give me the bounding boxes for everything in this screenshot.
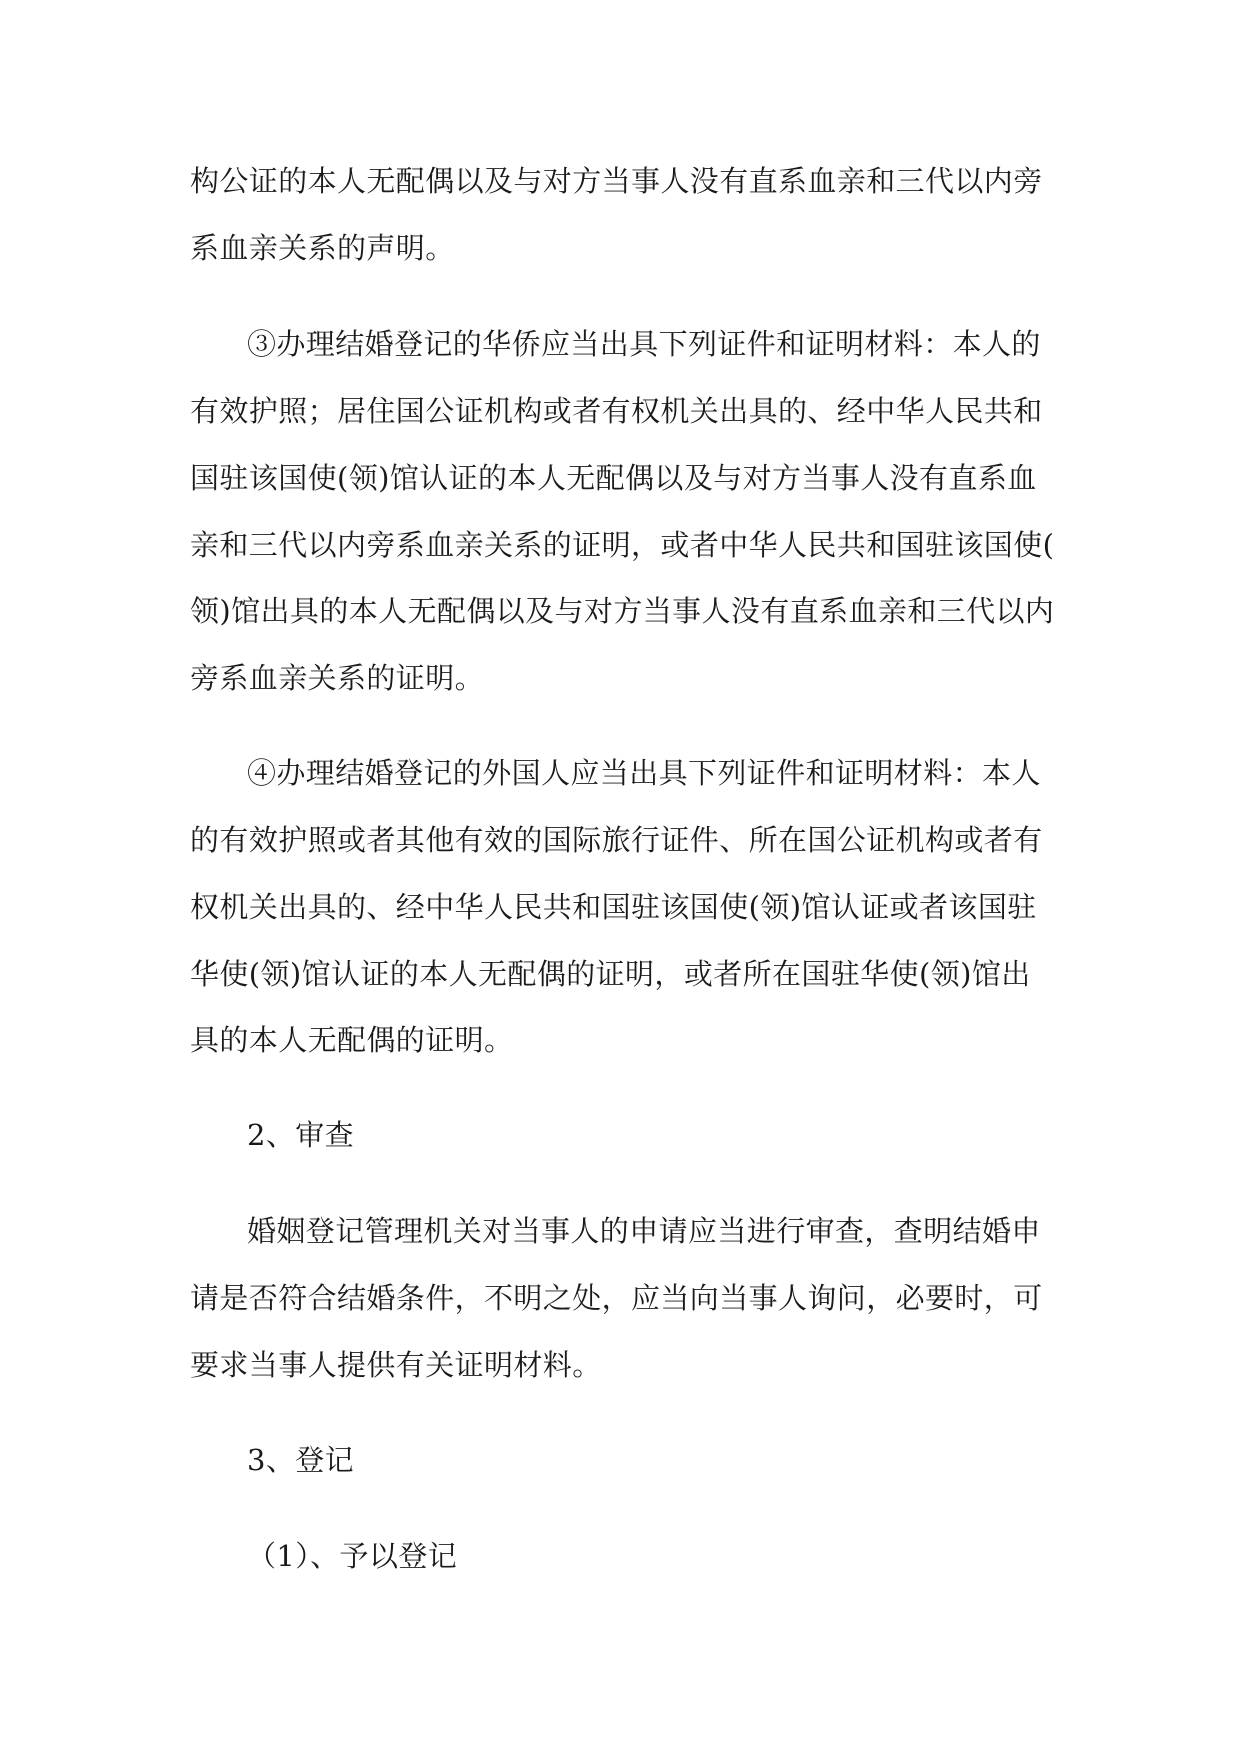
paragraph-line: 系血亲关系的声明。 — [190, 231, 455, 265]
section-heading-review: 2、审查 — [247, 1118, 355, 1152]
paragraph-line: 华使(领)馆认证的本人无配偶的证明，或者所在国驻华使(领)馆出 — [190, 957, 1031, 991]
paragraph-line: 请是否符合结婚条件，不明之处，应当向当事人询问，必要时，可 — [190, 1281, 1043, 1315]
paragraph-line: 旁系血亲关系的证明。 — [190, 661, 485, 695]
section-heading-register: 3、登记 — [247, 1443, 355, 1477]
paragraph-line: 国驻该国使(领)馆认证的本人无配偶以及与对方当事人没有直系血 — [190, 461, 1037, 495]
subsection-heading-grant: （1）、予以登记 — [247, 1539, 458, 1573]
paragraph-line: ④办理结婚登记的外国人应当出具下列证件和证明材料：本人 — [247, 756, 1041, 790]
paragraph-line: 领)馆出具的本人无配偶以及与对方当事人没有直系血亲和三代以内 — [190, 594, 1055, 628]
paragraph-line: ③办理结婚登记的华侨应当出具下列证件和证明材料：本人的 — [247, 327, 1041, 361]
paragraph-line: 有效护照；居住国公证机构或者有权机关出具的、经中华人民共和 — [190, 394, 1043, 428]
paragraph-line: 婚姻登记管理机关对当事人的申请应当进行审查，查明结婚申 — [247, 1214, 1041, 1248]
paragraph-line: 构公证的本人无配偶以及与对方当事人没有直系血亲和三代以内旁 — [190, 164, 1043, 198]
paragraph-line: 权机关出具的、经中华人民共和国驻该国使(领)馆认证或者该国驻 — [190, 890, 1037, 924]
paragraph-line: 要求当事人提供有关证明材料。 — [190, 1348, 602, 1382]
paragraph-line: 的有效护照或者其他有效的国际旅行证件、所在国公证机构或者有 — [190, 823, 1043, 857]
paragraph-line: 具的本人无配偶的证明。 — [190, 1023, 514, 1057]
paragraph-line: 亲和三代以内旁系血亲关系的证明，或者中华人民共和国驻该国使( — [190, 528, 1055, 562]
